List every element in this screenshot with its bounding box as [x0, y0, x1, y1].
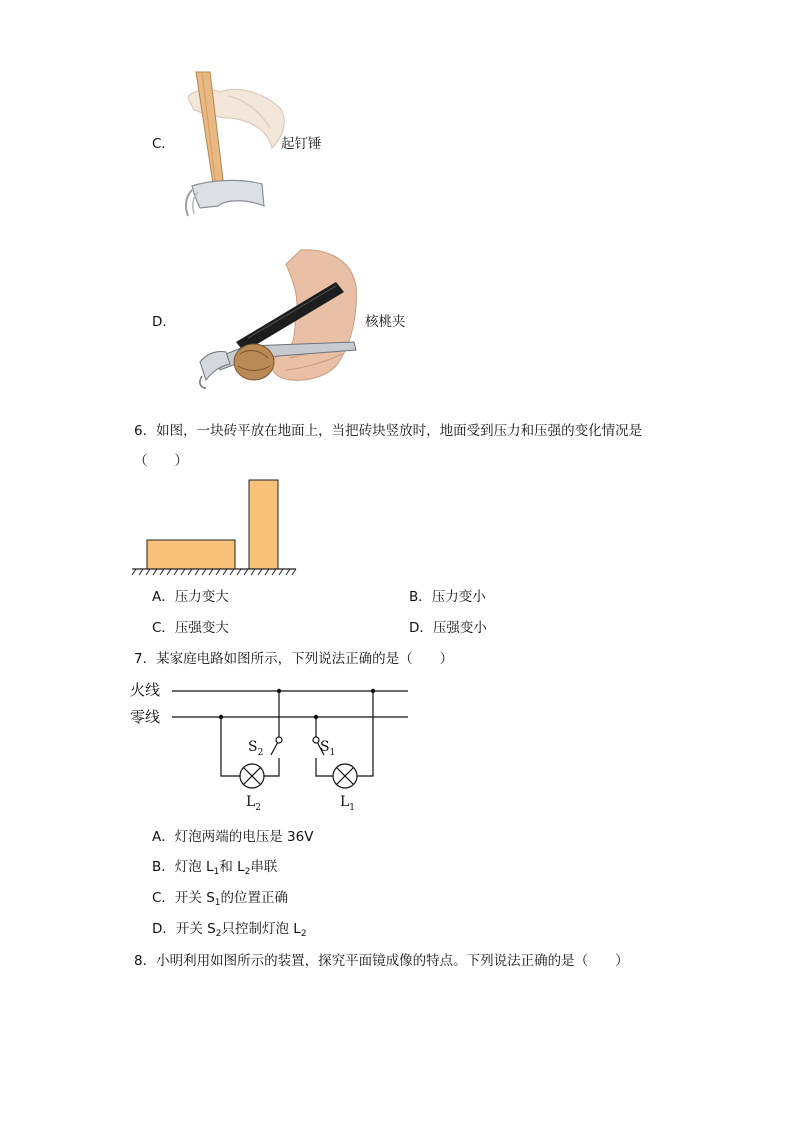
brick-diagram — [130, 476, 300, 578]
live-wire-label: 火线 — [130, 681, 161, 699]
lamp-l2-label: $L_2$ — [246, 794, 262, 813]
q6-option-c: C．压强变大 — [152, 620, 229, 636]
switch-s1-contact — [313, 737, 319, 743]
q7-option-a: A．灯泡两端的电压是 36V — [152, 829, 314, 845]
switch-s1-label: $S_1$ — [320, 739, 336, 758]
lamp-l1-label: $L_1$ — [340, 794, 356, 813]
q6-option-d: D．压强变小 — [409, 620, 487, 636]
q8-stem: 8．小明利用如图所示的装置，探究平面镜成像的特点。下列说法正确的是（ ） — [134, 953, 629, 969]
upright-brick — [249, 480, 278, 569]
nutcracker-image — [186, 246, 366, 394]
q7-option-c: C．开关 $S_1$的位置正确 — [152, 890, 289, 908]
q6-option-a: A．压力变大 — [152, 589, 229, 605]
switch-s2-label: $S_2$ — [248, 739, 264, 758]
circuit-diagram — [128, 676, 418, 816]
q6-stem: 6．如图，一块砖平放在地面上，当把砖块竖放时，地面受到压力和压强的变化情况是 — [134, 423, 643, 439]
neutral-wire-label: 零线 — [130, 708, 161, 726]
switch-s2-contact — [276, 737, 282, 743]
option-c-letter: C． — [152, 136, 175, 152]
option-d-letter: D． — [152, 314, 176, 330]
q7-option-d: D．开关 $S_2$只控制灯泡 $L_2$ — [152, 921, 307, 939]
q7-stem: 7．某家庭电路如图所示，下列说法正确的是（ ） — [134, 651, 454, 667]
ground-hatching — [132, 569, 296, 575]
lamp-l2 — [240, 764, 264, 788]
q7-option-b: B．灯泡 $L_1$和 $L_2$串联 — [152, 859, 278, 877]
option-d-label: 核桃夹 — [365, 314, 406, 330]
q6-option-b: B．压力变小 — [409, 589, 486, 605]
option-c-label: 起钉锤 — [281, 136, 322, 152]
flat-brick — [147, 540, 235, 569]
lamp-l1 — [333, 764, 357, 788]
q6-paren: （ ） — [134, 453, 188, 469]
